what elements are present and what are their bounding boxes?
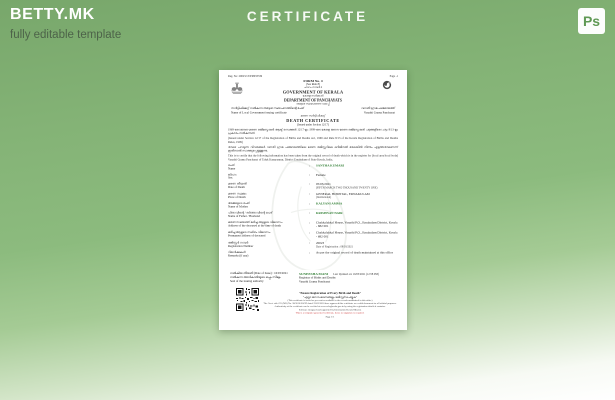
- field-value-extra: Date of Registration : 08/03/2021: [316, 245, 353, 249]
- issue-seal-label: Seal of the issuing authority: [230, 279, 264, 283]
- registrar-office: Vanathi Grama Panchayat: [299, 280, 331, 284]
- field-label-ml: റിമാർക്കുകൾ: [228, 251, 246, 255]
- footer-quote: "Ensure Registration of Every Birth and Death": [298, 292, 362, 295]
- qr-code: [236, 288, 259, 311]
- field-label: Name of Father / Husband: [228, 214, 260, 218]
- last-updated: Last Updated on: 16/03/2021 (12:58 PM): [333, 273, 379, 276]
- registrar-title: Registrar of Births and Deaths: [299, 276, 336, 280]
- government-title-ml: കേരള സർക്കാർ: [302, 94, 324, 98]
- form-number-ml: ഫാറം നമ്പർ 4: [304, 86, 322, 90]
- field-row: ലിംഗം Sex : Female: [228, 173, 398, 180]
- issue-date-line: നൽകിയ തീയതി (Date of Issue) : 16/03/2021: [230, 272, 288, 275]
- certificate-footer: [257, 292, 403, 319]
- see-rule: (See Rule 8): [306, 83, 320, 87]
- field-value: [316, 183, 398, 190]
- field-label-ml: മരണ തീയതി: [228, 182, 247, 186]
- certificate-subtitle: (Issued under Section 12/17): [297, 123, 329, 127]
- field-label: Date of Death: [228, 186, 245, 190]
- issuer-label-ml: സർട്ടിഫിക്കറ്റ് നൽകുന്ന തദ്ദേശ സ്ഥാപനത്തിന്റെ പേര്: [231, 106, 305, 110]
- issue-seal-ml: നൽകുന്ന അധികാരിയുടെ ഒപ്പും സീലും: [230, 275, 281, 279]
- field-label: Place of Death: [228, 195, 246, 199]
- field-row: മരിച്ച ആളുടെ സ്ഥിരം വിലാസം Permanent address of deceased : Chakkalakkal House, Vanathi P.O., Ernakulam District, Kerala - 682 001: [228, 231, 398, 239]
- field-value: SANTHA KUMARI: [316, 163, 345, 168]
- field-label: Name: [228, 167, 236, 171]
- certificate-title: DEATH CERTIFICATE: [286, 117, 340, 123]
- field-label: Remarks (if any): [228, 254, 249, 258]
- photoshop-badge: [578, 8, 605, 34]
- issuer-swirl-logo: [382, 80, 392, 90]
- department-title: DEPARTMENT OF PANCHAYATS: [284, 97, 342, 103]
- preamble-en-2: This is to certify that the following information has been taken from the original record of death which is in the register for (local area/local body) Vanathi Grama Panchayat of Taluk Kanayannur, District Ernakulam of State Kerala, India.: [228, 154, 398, 162]
- footer-line: (This certificate is issued as per entries available in the records maintained in this office): [287, 299, 373, 302]
- field-row: മരണസമയത്ത് മരിച്ച ആളുടെ വിലാസം Address of the deceased at the time of death : Chakkalakkal House, Vanathi P.O., Ernakulam District, Kerala - 682 001: [228, 220, 398, 229]
- field-label-ml: മരിച്ച ആളുടെ സ്ഥിരം വിലാസം: [228, 231, 271, 235]
- field-value-text: 05/03/2021: [316, 182, 331, 187]
- field-label-ml: പേര്: [228, 163, 235, 167]
- field-value-text: 20023: [316, 241, 325, 245]
- kerala-emblem-icon: [231, 82, 243, 96]
- footer-red-note: This is a computer generated certificate, hence no signature is required.: [295, 311, 365, 315]
- registrar-block: [299, 272, 403, 284]
- page-title: CERTIFICATE: [246, 9, 369, 24]
- field-row: റിമാർക്കുകൾ Remarks (if any) : As per the original record of death maintained at this office: [228, 251, 398, 258]
- certificate-header: [228, 79, 398, 126]
- brand-logo: BETTY.MK: [10, 6, 95, 23]
- government-title: GOVERNMENT OF KERALA: [282, 89, 344, 95]
- field-label-ml: അമ്മയുടെ പേര്: [228, 202, 250, 206]
- certificate-document: [219, 70, 407, 330]
- field-value: Female: [316, 173, 326, 177]
- department-title-ml: തദ്ദേശ സ്വയംഭരണ വകുപ്പ്: [296, 102, 330, 106]
- field-label: Sex: [228, 176, 233, 180]
- footer-line: Software designed and supported by Information Kerala Mission: [298, 308, 362, 312]
- footer-page-number: Page 1/1: [325, 316, 335, 319]
- issuer-value-ml: വനതി ഗ്രാമ പഞ്ചായത്ത്: [361, 106, 395, 110]
- field-value-extra: (Institutional): [316, 196, 332, 200]
- brand-tagline: fully editable template: [10, 29, 122, 41]
- preamble-ml-2: താഴെ പറയുന്ന വിവരങ്ങൾ വനതി ഗ്രാമ പഞ്ചായത്തിലെ മരണ രജിസ്റ്ററിലെ ഒറിജിനൽ രേഖയിൽ നിന്നും എടുത്തതാണെന്ന് ഇതിനാൽ സാക്ഷ്യപ്പെടുത്തുന്നു.: [228, 145, 398, 153]
- field-row: രജിസ്റ്റർ നമ്പർ Registration Number : 20023 Date of Registration : 08/03/2021: [228, 241, 398, 248]
- field-value: Chakkalakkal House, Vanathi P.O., Ernakulam District, Kerala - 682 001: [316, 220, 398, 229]
- form-number: FORM No. 4: [303, 79, 323, 83]
- field-label-ml: പിതാവിന്റെ / ഭർത്താവിന്റെ പേര്: [228, 211, 273, 215]
- field-label-ml: രജിസ്റ്റർ നമ്പർ: [228, 241, 249, 245]
- certificate-fields: [228, 164, 398, 258]
- field-value-text: GENERAL HOSPITAL, ERNAKULAM: [316, 192, 370, 196]
- field-value: As per the original record of death maintained at this office: [316, 251, 394, 255]
- field-value: KRISHNAN NAIR: [316, 211, 343, 215]
- field-row: മരണ തീയതി Date of Death : 05/03/2021 (FIFTH MARCH TWO THOUSAND TWENTY ONE): [228, 183, 398, 190]
- field-value: KALYANI AMMA: [316, 202, 343, 206]
- issuer-label: Name of Local Government issuing certificate: [231, 111, 287, 115]
- field-value: [316, 192, 398, 199]
- field-row: മരണ സ്ഥലം Place of Death : GENERAL HOSPITAL, ERNAKULAM (Institutional): [228, 192, 398, 199]
- field-label-ml: മരണ സ്ഥലം: [228, 192, 247, 196]
- certificate-page-marker: Page -1: [389, 75, 398, 78]
- certificate-reg-no: Reg. No: 20023/13/038033339: [228, 75, 263, 78]
- field-label: Name of Mother: [228, 205, 248, 209]
- field-value: [316, 241, 398, 248]
- field-label: Address of the deceased at the time of death: [228, 224, 281, 228]
- field-row: അമ്മയുടെ പേര് Name of Mother : KALYANI AMMA: [228, 202, 398, 209]
- field-label: Permanent address of deceased: [228, 234, 266, 238]
- footer-quote-ml: "എല്ലാ ജനന-മരണങ്ങളും രജിസ്റ്റർ ചെയ്യുക": [303, 295, 357, 299]
- field-label-ml: ലിംഗം: [228, 173, 237, 177]
- issuer-value: Vanathi Grama Panchayat: [363, 111, 395, 115]
- footer-line: The Govt. vide GO (MS) No. 38/2010/LSGD dated 23/02/2010 have approved this certificate as a valid document for all official purposes.: [263, 302, 397, 306]
- certificate-preamble: [228, 128, 398, 161]
- certificate-page: [219, 70, 407, 330]
- photoshop-badge-label: Ps: [582, 13, 601, 29]
- preamble-en-1: (Issued under Section 12/17 of the Registration of Births and Deaths Act, 1969 and Rule 8/13 of the Kerala Registration of Births and Deaths Rules, 1999): [228, 137, 398, 144]
- field-value-extra: (FIFTH MARCH TWO THOUSAND TWENTY ONE): [316, 186, 378, 190]
- footer-line: Authenticity of the certificate can be verified at www.cr.lsgkerala.gov.in by using the registration details it contains.: [274, 305, 386, 309]
- certificate-title-ml: മരണ സർട്ടിഫിക്കറ്റ്: [300, 114, 326, 118]
- field-label-ml: മരണസമയത്ത് മരിച്ച ആളുടെ വിലാസം: [228, 220, 283, 224]
- field-row: പേര് Name : SANTHA KUMARI: [228, 164, 398, 171]
- field-row: പിതാവിന്റെ / ഭർത്താവിന്റെ പേര് Name of Father / Husband : KRISHNAN NAIR: [228, 211, 398, 218]
- registrar-name: SUNEESHA MANI: [299, 272, 329, 276]
- preamble-ml-1: 1969-ലെ ജനന-മരണ രജിസ്ട്രേഷൻ ആക്ട് സെക്ഷൻ 12/17-ഉം 1999-ലെ കേരള ജനന-മരണ രജിസ്ട്രേഷൻ ചട്ടങ്ങളിലെ ചട്ടം 8/13-ഉം പ്രകാരം നൽകുന്നത്.: [228, 128, 398, 136]
- field-label: Registration Number: [228, 244, 254, 248]
- field-value: Chakkalakkal House, Vanathi P.O., Ernakulam District, Kerala - 682 001: [316, 231, 398, 239]
- issue-block: [230, 272, 305, 284]
